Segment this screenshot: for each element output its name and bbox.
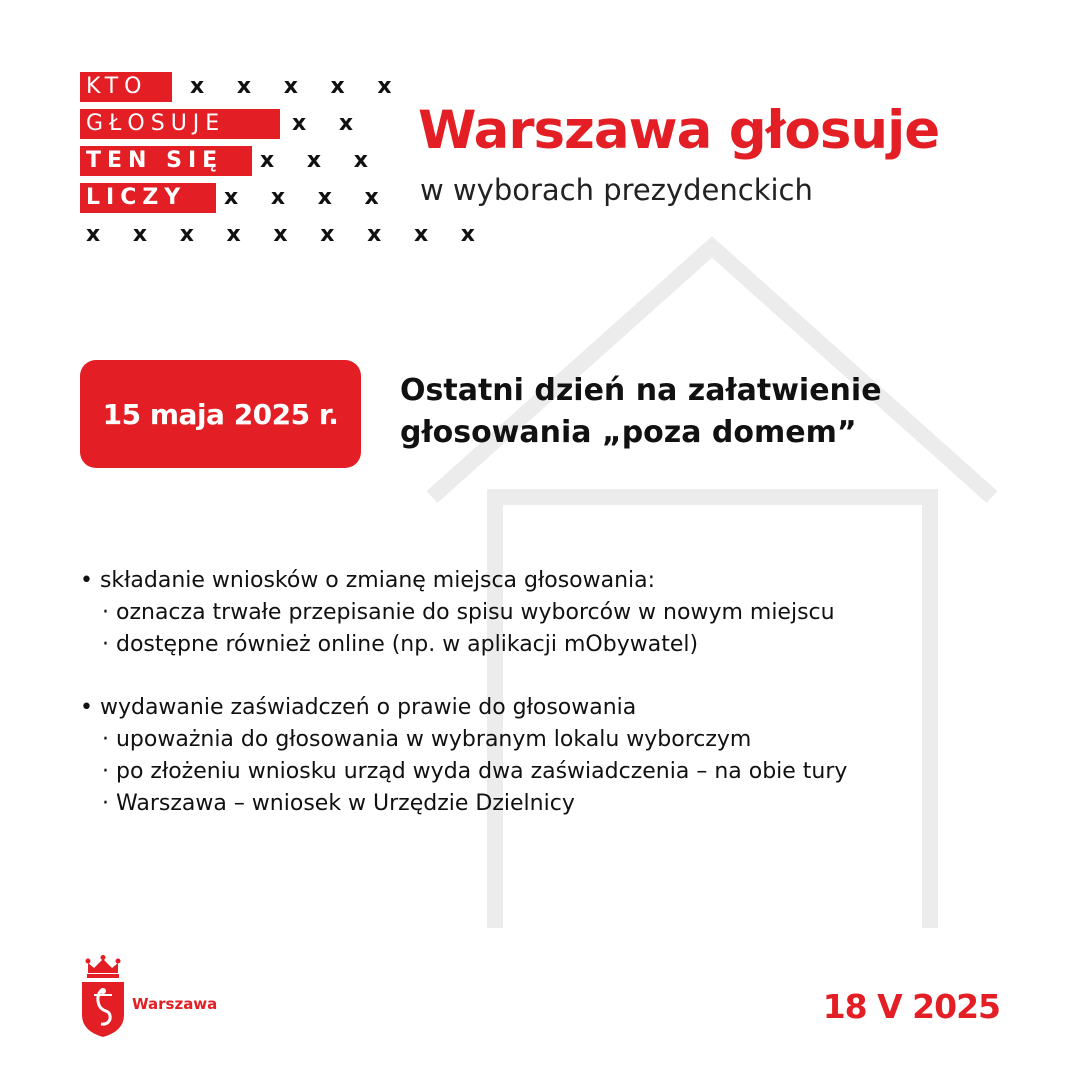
logo-x-marks: x x x <box>260 148 381 173</box>
list-item: · Warszawa – wniosek w Urzędzie Dzielnicy <box>102 791 575 816</box>
page-title: Warszawa głosuje <box>418 100 940 161</box>
logo-x-marks: x x x x x x x x x <box>86 222 488 247</box>
date-badge: 15 maja 2025 r. <box>80 360 361 468</box>
info-list <box>80 565 847 820</box>
warsaw-crest-icon <box>80 955 126 1039</box>
list-item: · po złożeniu wniosku urząd wyda dwa zaświadczenia – na obie tury <box>102 759 848 784</box>
headline <box>400 370 882 454</box>
headline-line: głosowania „poza domem” <box>400 415 857 450</box>
list-item: · oznacza trwałe przepisanie do spisu wyborców w nowym miejscu <box>102 600 835 625</box>
section-title: • wydawanie zaświadczeń o prawie do głosowania <box>80 695 637 720</box>
section-title: • składanie wniosków o zmianę miejsca głosowania: <box>80 568 656 593</box>
section-gap <box>80 661 847 692</box>
page-subtitle: w wyborach prezydenckich <box>420 173 813 207</box>
logo-x-marks: x x <box>292 111 366 136</box>
list-item: · upoważnia do głosowania w wybranym lokalu wyborczym <box>102 727 752 752</box>
headline-line: Ostatni dzień na załatwienie <box>400 373 882 408</box>
logo-word: GŁOSUJE <box>80 109 280 139</box>
logo-x-marks: x x x x <box>224 185 392 210</box>
logo-x-marks: x x x x x <box>190 74 405 99</box>
list-item: · dostępne również online (np. w aplikacji mObywatel) <box>102 632 699 657</box>
logo-word: KTO <box>80 72 172 102</box>
city-name: Warszawa <box>132 995 218 1013</box>
logo-word: TEN SIĘ <box>80 146 252 176</box>
logo-word: LICZY <box>80 183 216 213</box>
footer-date: 18 V 2025 <box>822 987 1000 1026</box>
